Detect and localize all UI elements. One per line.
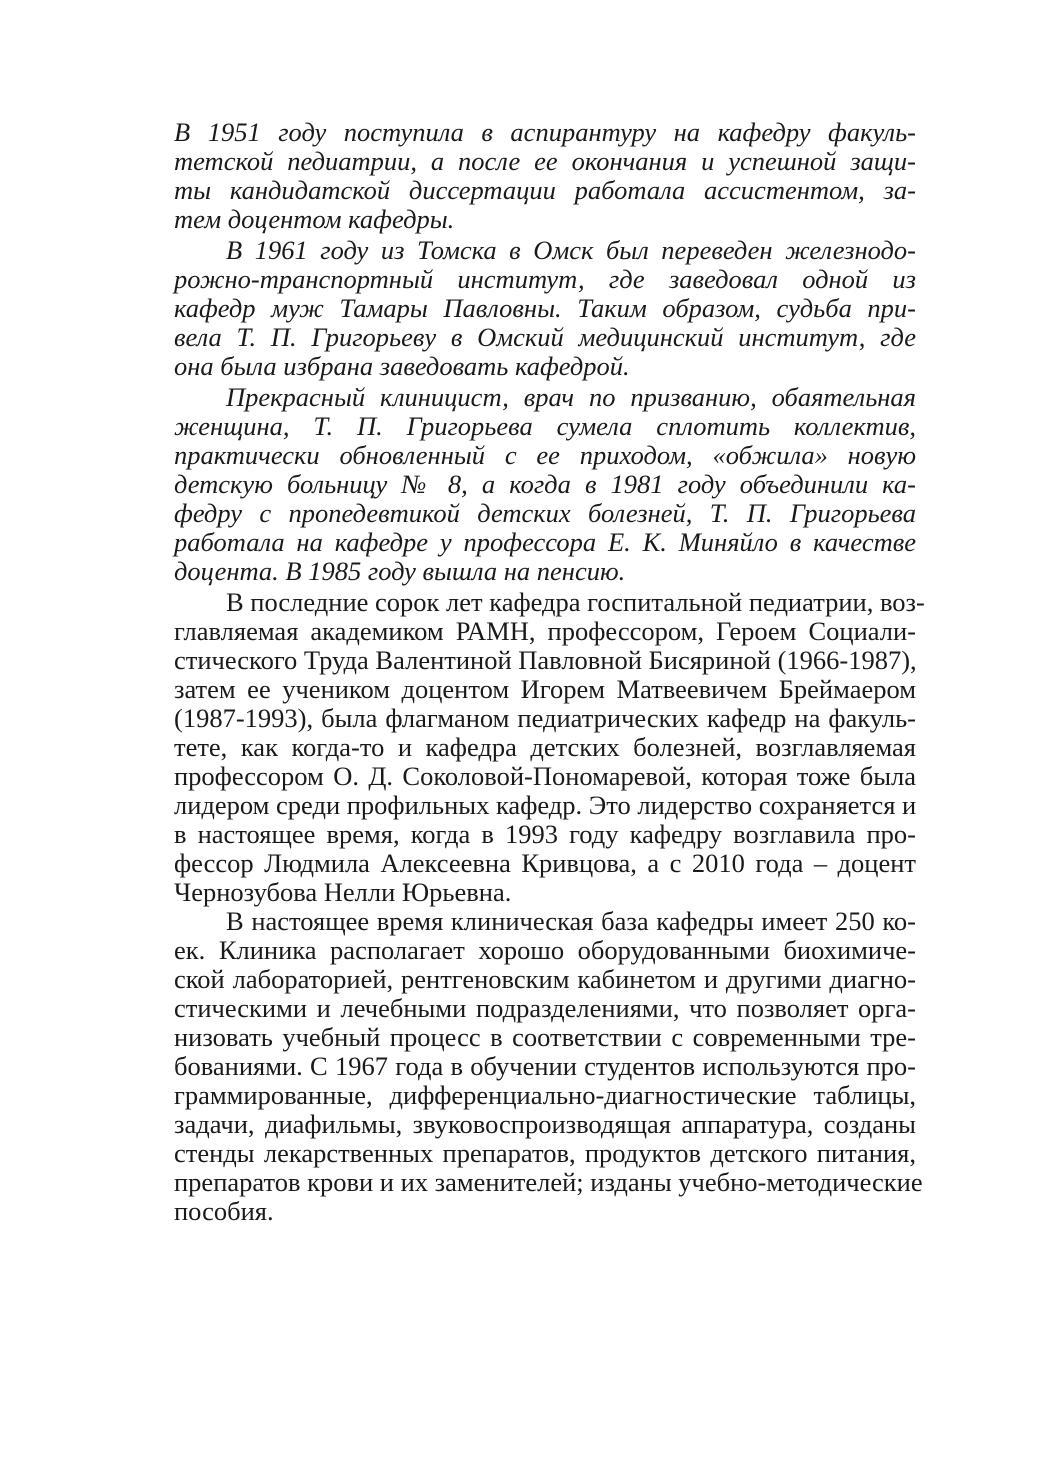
text-line: тем доцентом кафедры. (174, 204, 455, 234)
paragraph-4 (174, 587, 925, 907)
paragraph-1 (174, 118, 916, 234)
text-line: кафедр муж Тамары Павловны. Таким образом, судьба при- (174, 293, 916, 323)
text-line: граммированные, дифференциально-диагностические таблицы, (174, 1080, 916, 1110)
paragraph-3 (174, 383, 916, 586)
text-line: ты кандидатской диссертации работала ассистентом, за- (174, 175, 916, 205)
text-line: В 1951 году поступила в аспирантуру на кафедру факуль- (174, 117, 916, 147)
text-line: затем ее учеником доцентом Игорем Матвеевичем Бреймаером (174, 674, 916, 704)
text-line: низовать учебный процесс в соответствии с современными тре- (174, 1022, 916, 1052)
text-line: ской лабораторией, рентгеновским кабинетом и другими диагно- (174, 964, 916, 994)
text-line: главляемая академиком РАМН, профессором, Героем Социали- (174, 616, 916, 646)
text-line: детскую больницу № 8, а когда в 1981 году объединили ка- (174, 469, 916, 499)
text-line: (1987-1993), была флагманом педиатрических кафедр на факуль- (174, 703, 916, 733)
text-line: ек. Клиника располагает хорошо оборудованными биохимиче- (174, 935, 916, 965)
text-line: В настоящее время клиническая база кафедры имеет 250 ко- (226, 906, 916, 936)
text-line: пособия. (174, 1196, 274, 1226)
text-line: В последние сорок лет кафедра госпитальной педиатрии, воз- (226, 587, 925, 617)
text-line: рожно-транспортный институт, где заведовал одной из (174, 264, 916, 294)
text-line: фессор Людмила Алексеевна Кривцова, а с 2010 года – доцент (174, 848, 916, 878)
text-line: она была избрана заведовать кафедрой. (174, 351, 630, 381)
text-line: Прекрасный клиницист, врач по призванию, обаятельная (226, 382, 916, 412)
text-line: тетской педиатрии, а после ее окончания и успешной защи- (174, 146, 916, 176)
text-line: стенды лекарственных препаратов, продуктов детского питания, (174, 1138, 916, 1168)
paragraph-2 (174, 236, 916, 381)
paragraph-5 (174, 906, 923, 1226)
text-line: в настоящее время, когда в 1993 году кафедру возглавила про- (174, 819, 916, 849)
text-line: Чернозубова Нелли Юрьевна. (174, 877, 512, 907)
text-line: лидером среди профильных кафедр. Это лидерство сохраняется и (174, 790, 917, 820)
text-line: тете, как когда-то и кафедра детских болезней, возглавляемая (174, 732, 916, 762)
text-line: задачи, диафильмы, звуковоспроизводящая аппаратура, созданы (174, 1109, 916, 1139)
text-line: В 1961 году из Томска в Омск был переведен железнодо- (226, 235, 916, 265)
text-line: доцента. В 1985 году вышла на пенсию. (174, 556, 626, 586)
text-line: бованиями. С 1967 года в обучении студентов используются про- (174, 1051, 916, 1081)
text-line: профессором О. Д. Соколовой-Пономаревой, которая тоже была (174, 761, 916, 791)
text-line: федру с пропедевтикой детских болезней, Т. П. Григорьева (174, 498, 916, 528)
text-line: практически обновленный с ее приходом, «обжила» новую (174, 440, 916, 470)
text-line: работала на кафедре у профессора Е. К. Миняйло в качестве (174, 527, 916, 557)
text-line: препаратов крови и их заменителей; изданы учебно-методические (174, 1167, 923, 1197)
document-page (174, 117, 925, 1226)
text-line: женщина, Т. П. Григорьева сумела сплотить коллектив, (174, 411, 916, 441)
text-line: стического Труда Валентиной Павловной Бисяриной (1966-1987), (174, 645, 917, 675)
text-line: стическими и лечебными подразделениями, что позволяет орга- (174, 993, 916, 1023)
text-line: вела Т. П. Григорьеву в Омский медицинский институт, где (174, 322, 916, 352)
